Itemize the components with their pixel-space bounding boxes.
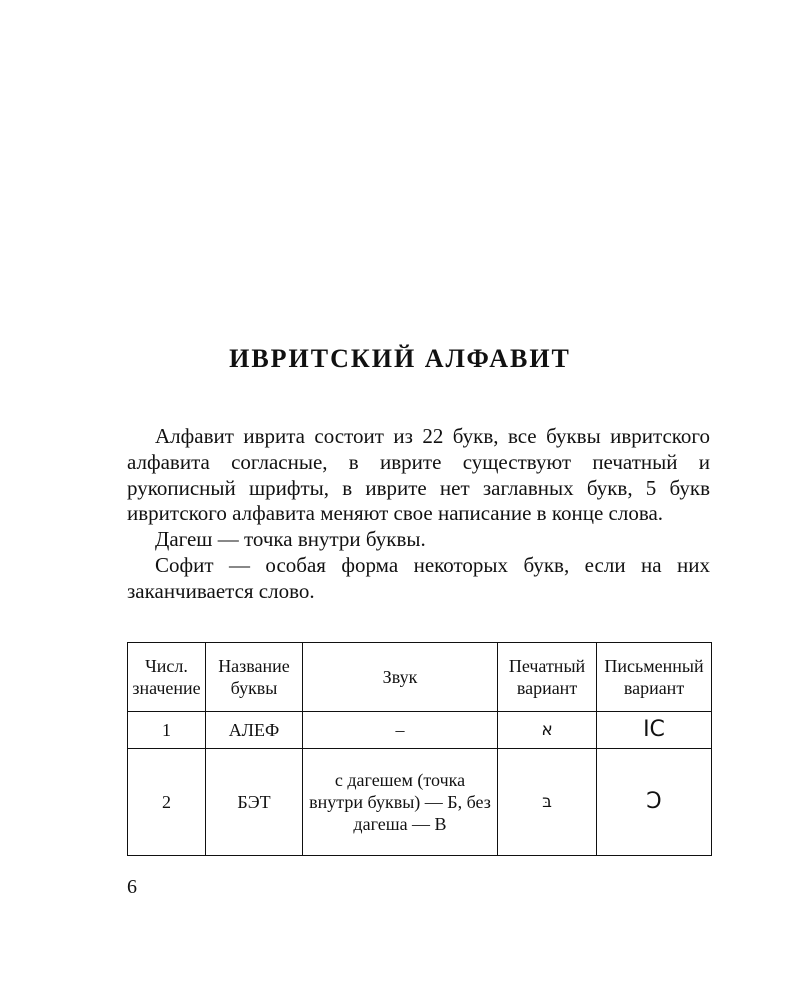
cell-written-letter: ⅠⅭ (597, 712, 712, 749)
alphabet-table (127, 642, 712, 856)
table-row (128, 712, 712, 749)
cell-name: БЭТ (206, 749, 303, 856)
header-sound: Звук (303, 643, 498, 712)
paragraph-alphabet-intro: Алфавит иврита состоит из 22 букв, все буквы ивритского алфавита согласные, в иврите существуют печатный и рукописный шрифты, в иврите нет заглавных букв, 5 букв ивритского алфавита меняют свое написание в конце слова. (127, 424, 710, 526)
paragraph-dagesh: Дагеш — точка внутри буквы. (155, 527, 426, 552)
page-title: ИВРИТСКИЙ АЛФАВИТ (229, 344, 571, 373)
header-name: Название буквы (206, 643, 303, 712)
header-written: Письменный вариант (597, 643, 712, 712)
cell-sound: – (303, 712, 498, 749)
cell-name: АЛЕФ (206, 712, 303, 749)
page-number: 6 (127, 876, 137, 898)
header-number: Числ. значение (128, 643, 206, 712)
cell-written-letter: Ↄ (597, 749, 712, 856)
table-row (128, 749, 712, 856)
paragraph-sofit: Софит — особая форма некоторых букв, если на них заканчивается слово. (127, 552, 710, 603)
table-header-row (128, 643, 712, 712)
cell-printed-letter: בּ (498, 749, 597, 856)
cell-sound: с дагешем (точка внутри буквы) — Б, без дагеша — В (303, 749, 498, 856)
body-text (127, 424, 710, 605)
cell-number: 2 (128, 749, 206, 856)
cell-printed-letter: א (498, 712, 597, 749)
header-printed: Печатный вариант (498, 643, 597, 712)
cell-number: 1 (128, 712, 206, 749)
